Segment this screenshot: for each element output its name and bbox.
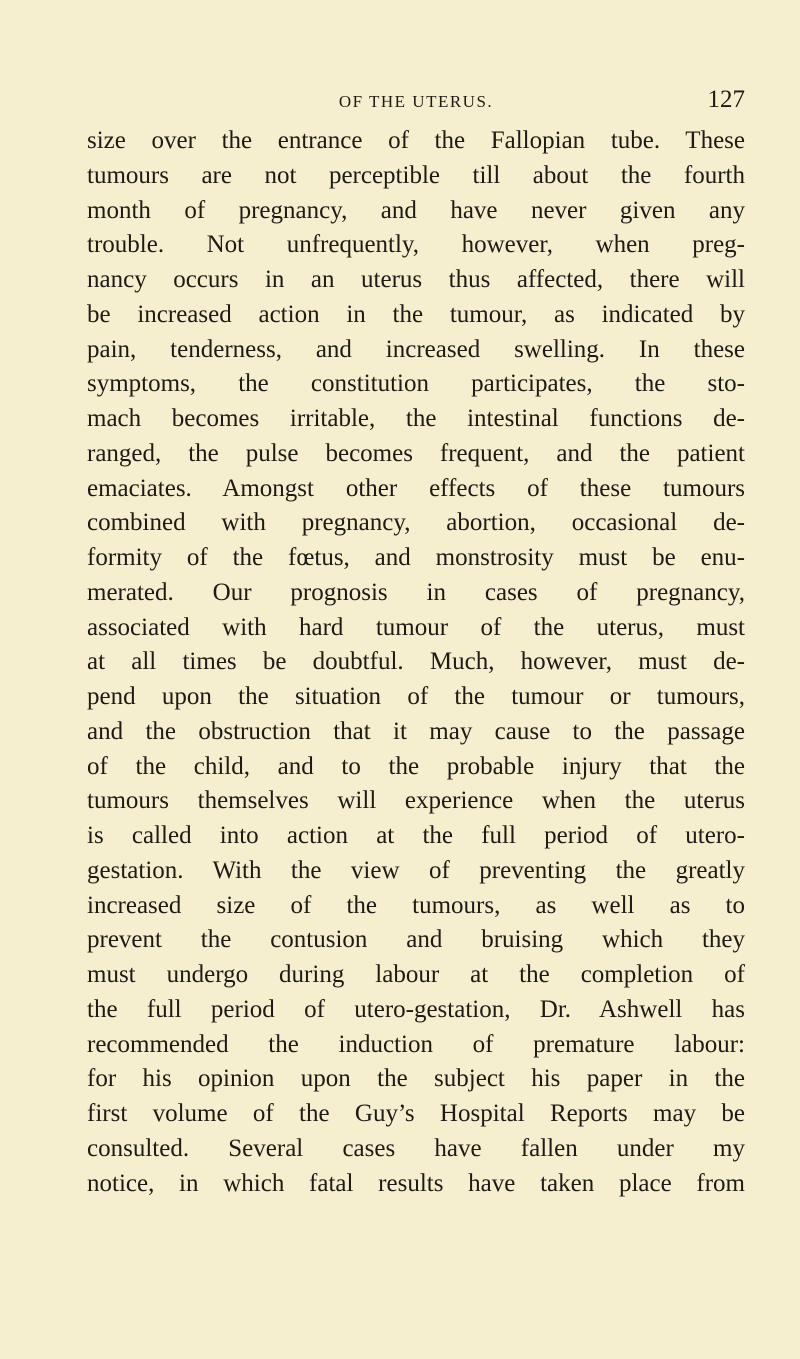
text-line: increased size of the tumours, as well as to bbox=[87, 891, 745, 919]
text-line: be increased action in the tumour, as indicated by bbox=[87, 300, 745, 328]
text-line: ranged, the pulse becomes frequent, and the patient bbox=[87, 439, 745, 467]
text-line: combined with pregnancy, abortion, occasional de- bbox=[87, 509, 745, 537]
body-text bbox=[87, 124, 745, 1201]
text-line: prevent the contusion and bruising which they bbox=[87, 926, 745, 954]
text-line: is called into action at the full period of utero- bbox=[87, 822, 745, 849]
text-line: and the obstruction that it may cause to the passage bbox=[87, 717, 745, 745]
text-line: emaciates. Amongst other effects of these tumours bbox=[87, 474, 745, 502]
page-number: 127 bbox=[707, 86, 745, 113]
text-line: for his opinion upon the subject his paper in the bbox=[87, 1065, 745, 1093]
text-line: of the child, and to the probable injury that the bbox=[87, 752, 745, 780]
text-line: size over the entrance of the Fallopian tube. These bbox=[87, 127, 745, 154]
text-line: associated with hard tumour of the uterus, must bbox=[87, 613, 745, 641]
running-title: OF THE UTERUS. bbox=[338, 92, 494, 111]
text-line: recommended the induction of premature labour: bbox=[87, 1030, 745, 1058]
text-line: at all times be doubtful. Much, however, must de- bbox=[87, 648, 745, 676]
text-line: formity of the fœtus, and monstrosity must be enu- bbox=[87, 544, 745, 571]
text-line: pend upon the situation of the tumour or tumours, bbox=[87, 683, 745, 710]
text-line: the full period of utero-gestation, Dr. Ashwell has bbox=[87, 995, 745, 1023]
text-line: month of pregnancy, and have never given any bbox=[87, 196, 745, 224]
text-line: nancy occurs in an uterus thus affected, there will bbox=[87, 266, 745, 293]
text-line: must undergo during labour at the completion of bbox=[87, 961, 745, 988]
text-line: mach becomes irritable, the intestinal functions de- bbox=[87, 405, 745, 432]
text-line: first volume of the Guy’s Hospital Reports may be bbox=[87, 1100, 745, 1127]
text-line: merated. Our prognosis in cases of pregnancy, bbox=[87, 578, 745, 606]
text-line: consulted. Several cases have fallen under my bbox=[87, 1134, 745, 1162]
text-line: notice, in which fatal results have taken place from bbox=[87, 1169, 745, 1197]
text-line: gestation. With the view of preventing the greatly bbox=[87, 856, 745, 884]
text-line: symptoms, the constitution participates, the sto- bbox=[87, 370, 745, 398]
text-line: tumours are not perceptible till about the fourth bbox=[87, 161, 745, 189]
text-line: pain, tenderness, and increased swelling. In these bbox=[87, 335, 745, 363]
text-line: tumours themselves will experience when the uterus bbox=[87, 787, 745, 815]
text-line: trouble. Not unfrequently, however, when preg- bbox=[87, 231, 745, 259]
page-header bbox=[87, 86, 745, 116]
